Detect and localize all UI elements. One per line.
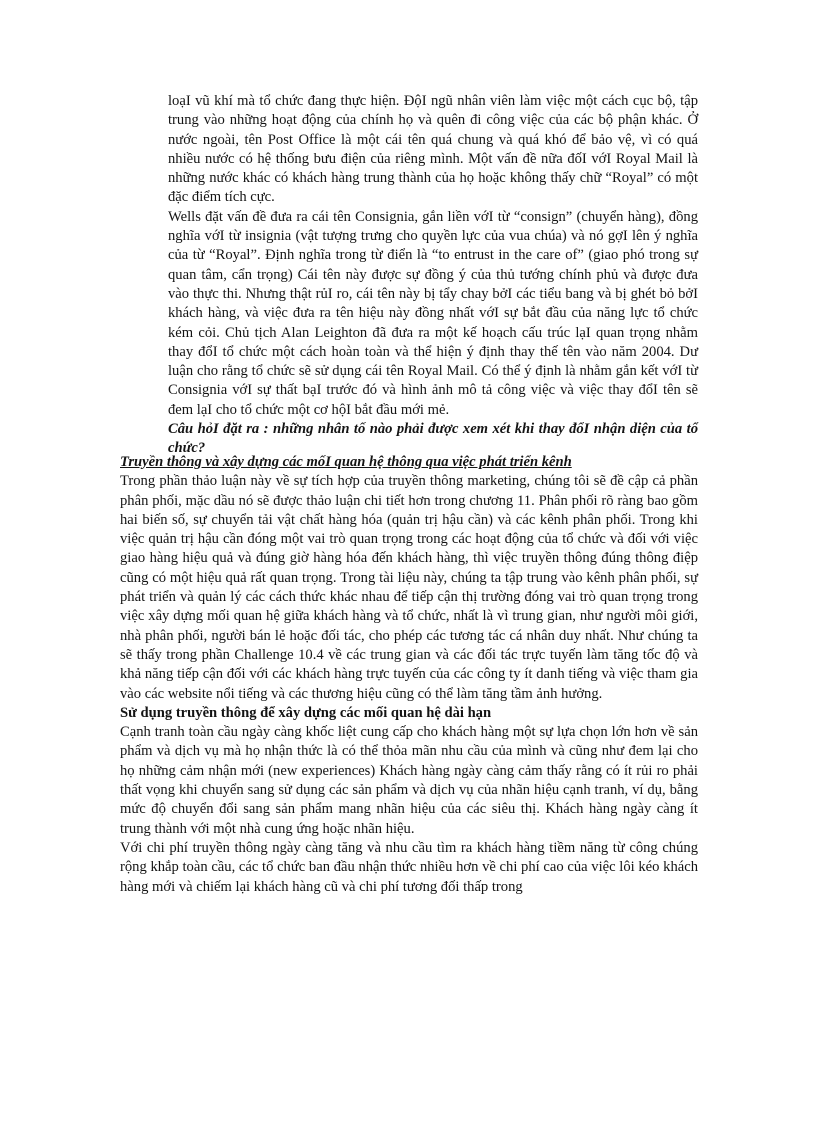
- section-heading-channels: Truyền thông và xây dựng các mốI quan hệ thông qua việc phát triển kênh: [120, 454, 572, 470]
- document-body-indented: [168, 92, 698, 459]
- paragraph-competition: Cạnh tranh toàn cầu ngày càng khốc liệt cung cấp cho khách hàng một sự lựa chọn lớn hơn về sản phẩm và dịch vụ mà họ nhận thức là có thể thỏa mãn nhu cầu của mình và cũng như đem lại cho họ những cảm nhận mới (new experiences) Khách hàng ngày càng cảm thấy rằng có ít rủi ro phải thất vọng khi chuyển sang sử dụng các sản phẩm và dịch vụ của nhãn hiệu cạnh tranh, ví dụ, bằng mức độ chuyển đổi sang sản phẩm mang nhãn hiệu của các siêu thị. Khách hàng ngày càng ít trung thành với một nhà cung ứng hoặc nhãn hiệu.: [120, 724, 698, 837]
- document-body: [120, 453, 698, 897]
- paragraph-wells-consignia: Wells đặt vấn đề đưa ra cái tên Consignia, gắn liền vớI từ “consign” (chuyển hàng), đồng nghĩa vớI từ insignia (vật tượng trưng cho quyền lực của vua chúa) và nó gợI lên ý nghĩa của từ “Royal”. Định nghĩa trong từ điển là “to entrust in the care of” (giao phó trong sự quan tâm, cẩn trọng) Cái tên này được sự đồng ý của thủ tướng chính phủ và được đưa vào thực thi. Nhưng thật rủI ro, cái tên này bị tẩy chay bởI các tiểu bang và bị ghét bỏ bởI khách hàng, và việc đưa ra tên hiệu này đồng nhất vớI sự bắt đầu của năng lực tổ chức kém cỏi. Chủ tịch Alan Leighton đã đưa ra một kế hoạch cấu trúc lạI quan trọng nhằm thay đổI tổ chức một cách hoàn toàn và thể hiện ý định thay thế tên vào năm 2004. Dư luận cho rằng tổ chức sẽ sử dụng cái tên Royal Mail. Có thể ý định là nhằm gắn kết vớI từ Consignia vớI sự thất bạI trước đó và hình ảnh mô tả công việc và việc thay đổI tên sẽ đem lạI cho tổ chức một cơ hộI bắt đầu mới mẻ.: [168, 208, 698, 418]
- paragraph-costs: Với chi phí truyền thông ngày càng tăng và nhu cầu tìm ra khách hàng tiềm năng từ công chúng rộng khắp toàn cầu, các tổ chức ban đầu nhận thức nhiều hơn về chi phí cao của việc lôi kéo khách hàng mới và chiếm lại khách hàng cũ và chi phí tương đối thấp trong: [120, 839, 698, 895]
- section-heading-long-term: Sử dụng truyền thông để xây dựng các mối quan hệ dài hạn: [120, 704, 492, 721]
- question-prompt: Câu hỏI đặt ra : những nhân tố nào phải được xem xét khi thay đổI nhận diện của tổ chức?: [168, 421, 698, 457]
- paragraph-post-office-continuation: loạI vũ khí mà tổ chức đang thực hiện. ĐộI ngũ nhân viên làm việc một cách cục bộ, tập trung vào những hoạt động của chính họ và quên đi công việc của các bộ phận khác. Ở nước ngoài, tên Post Office là một cái tên quá chung và quá khó để bảo vệ, vì có quá nhiều nước có hệ thống bưu điện của riêng mình. Một vấn đề nữa đốI vớI Royal Mail là những nước khác có khách hàng trung thành của họ hoặc không thấy chữ “Royal” có một đặc điểm tích cực.: [168, 93, 698, 206]
- paragraph-channels: Trong phần thảo luận này về sự tích hợp của truyền thông marketing, chúng tôi sẽ đề cập cả phần phân phối, mặc dầu nó sẽ được thảo luận chi tiết hơn trong chương 11. Phân phối rõ ràng bao gồm hai biến số, sự chuyển tải vật chất hàng hóa (quản trị hậu cần) và các kênh phân phối. Trong khi việc quản trị hậu cần đóng một vai trò quan trọng trong các hoạt động của tổ chức và đối với việc giao hàng hiệu quả và đúng giờ hàng hóa đến khách hàng, thì việc truyền thông đúng thông điệp cũng có một hiệu quả rất quan trọng. Trong tài liệu này, chúng ta tập trung vào kênh phân phối, sự phát triển và quản lý các cách thức khác nhau để tiếp cận thị trường đóng vai trò quan trọng trong việc xây dựng mối quan hệ giữa khách hàng và tổ chức, nhất là vì trung gian, như người môi giới, nhà phân phối, người bán lẻ hoặc đối tác, cho phép các tương tác cá nhân duy nhất. Như chúng ta sẽ thấy trong phần Challenge 10.4 về các trung gian và các đối tác trực tuyến làm tăng tốc độ và khả năng tiếp cận đối với các khách hàng trực tuyến của các công ty ít danh tiếng và việc tham gia vào các website nổi tiếng và các thương hiệu cũng có thể làm tăng tầm ảnh hưởng.: [120, 473, 698, 702]
